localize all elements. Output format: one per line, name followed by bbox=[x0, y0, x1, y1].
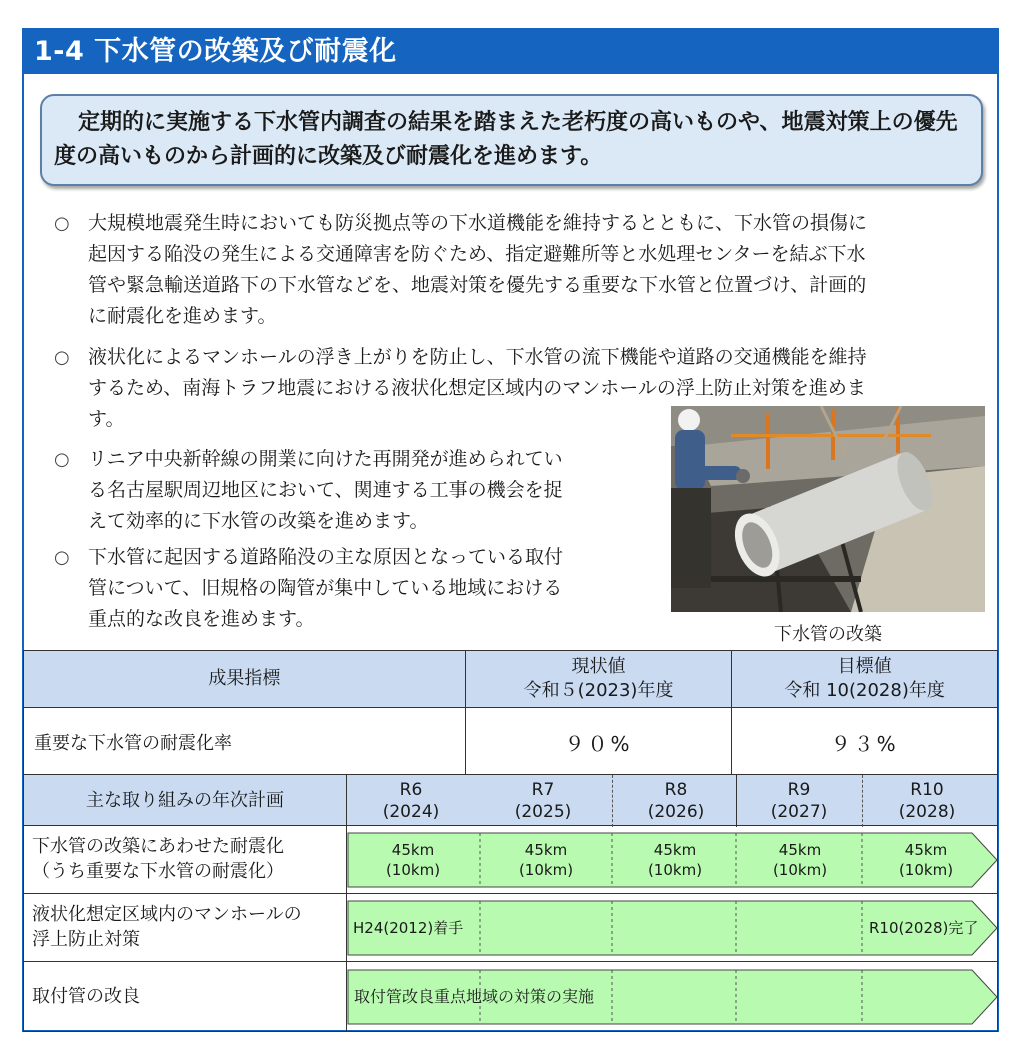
bullet-line: る名古屋駅周辺地区において、関連する工事の機会を捉 bbox=[88, 479, 563, 501]
plan-task-label: 取付管改良重点地域の対策の実施 bbox=[354, 987, 595, 1006]
bullet-line: するため、南海トラフ地震における液状化想定区域内のマンホールの浮上防止対策を進めま bbox=[88, 377, 866, 399]
plan-row-seismic bbox=[23, 826, 998, 894]
bullet-circle-icon: ○ bbox=[54, 347, 70, 368]
current-header-year: 令和５(2023)年度 bbox=[523, 680, 674, 701]
indicator-header: 成果指標 bbox=[24, 651, 466, 708]
plan-cell-r8: 45km (10km) bbox=[647, 841, 703, 879]
current-header-label: 現状値 bbox=[571, 656, 626, 677]
indicator-name: 重要な下水管の耐震化率 bbox=[24, 708, 466, 777]
plan-row-label: 下水管の改築にあわせた耐震化 （うち重要な下水管の耐震化） bbox=[32, 836, 284, 882]
year-header-r7: R7 (2025) bbox=[514, 780, 572, 822]
plan-start-label: H24(2012)着手 bbox=[353, 919, 464, 937]
plan-cell-r10: 45km (10km) bbox=[898, 841, 954, 879]
current-value: ９０% bbox=[465, 708, 731, 777]
bullet-circle-icon: ○ bbox=[54, 449, 70, 470]
bullet-line: に耐震化を進めます。 bbox=[88, 305, 277, 327]
bullet-line: 下水管に起因する道路陥没の主な原因となっている取付 bbox=[88, 546, 564, 568]
plan-header-label: 主な取り組みの年次計画 bbox=[86, 790, 284, 811]
year-header-r6: R6 (2024) bbox=[382, 780, 440, 822]
annual-plan-table bbox=[23, 774, 998, 1032]
bullet-line: 管について、旧規格の陶管が集中している地域における bbox=[88, 577, 563, 599]
bullet-line: 大規模地震発生時においても防災拠点等の下水道機能を維持するとともに、下水管の損傷に bbox=[88, 212, 868, 234]
plan-row-label: 液状化想定区域内のマンホールの 浮上防止対策 bbox=[32, 904, 302, 950]
bullet-line: す。 bbox=[88, 408, 125, 430]
bullet-item bbox=[54, 208, 984, 338]
bullet-line: リニア中央新幹線の開業に向けた再開発が進められてい bbox=[88, 448, 563, 470]
target-header-label: 目標値 bbox=[837, 656, 892, 677]
bullet-text bbox=[88, 208, 978, 332]
plan-cell-r7: 45km (10km) bbox=[518, 841, 574, 879]
page-title: 1-4 下水管の改築及び耐震化 bbox=[24, 30, 997, 74]
bullet-text bbox=[88, 542, 658, 635]
plan-header-row bbox=[23, 774, 998, 826]
bullet-line: 重点的な改良を進めます。 bbox=[88, 608, 315, 630]
bullet-line: 管や緊急輸送道路下の下水管などを、地震対策を優先する重要な下水管と位置づけ、計画的 bbox=[88, 274, 867, 296]
bullet-circle-icon: ○ bbox=[54, 547, 70, 568]
bullet-line: えて効率的に下水管の改築を進めます。 bbox=[88, 510, 429, 532]
bullet-circle-icon: ○ bbox=[54, 213, 70, 234]
bullet-text bbox=[88, 444, 658, 537]
plan-row-lateral bbox=[23, 962, 998, 1032]
plan-cell-r9: 45km (10km) bbox=[772, 841, 828, 879]
year-header-r8: R8 (2026) bbox=[647, 780, 705, 822]
page-frame bbox=[22, 28, 999, 1032]
bullet-item bbox=[54, 444, 654, 540]
target-value-header bbox=[732, 651, 998, 708]
year-header-r10: R10 (2028) bbox=[898, 780, 956, 822]
bullet-line: 液状化によるマンホールの浮き上がりを防止し、下水管の流下機能や道路の交通機能を維持 bbox=[88, 346, 867, 368]
photo-caption: 下水管の改築 bbox=[774, 624, 882, 645]
bullet-item bbox=[54, 542, 654, 638]
plan-end-label: R10(2028)完了 bbox=[869, 919, 979, 937]
plan-row-label: 取付管の改良 bbox=[32, 986, 140, 1007]
current-value-header bbox=[465, 651, 731, 708]
indicator-table bbox=[23, 650, 998, 777]
bullet-line: 起因する陥没の発生による交通障害を防ぐため、指定避難所等と水処理センターを結ぶ下水 bbox=[88, 243, 866, 265]
plan-cell-r6: 45km (10km) bbox=[385, 841, 441, 879]
plan-row-manhole bbox=[23, 894, 998, 962]
target-header-year: 令和 10(2028)年度 bbox=[784, 680, 945, 701]
target-value: ９３% bbox=[732, 708, 998, 777]
summary-box: 定期的に実施する下水管内調査の結果を踏まえた老朽度の高いものや、地震対策上の優先度の高いものから計画的に改築及び耐震化を進めます。 bbox=[40, 94, 983, 186]
sewer-pipe-photo bbox=[671, 406, 985, 612]
year-header-r9: R9 (2027) bbox=[770, 780, 828, 822]
sewer-pipe-illustration bbox=[671, 406, 985, 612]
